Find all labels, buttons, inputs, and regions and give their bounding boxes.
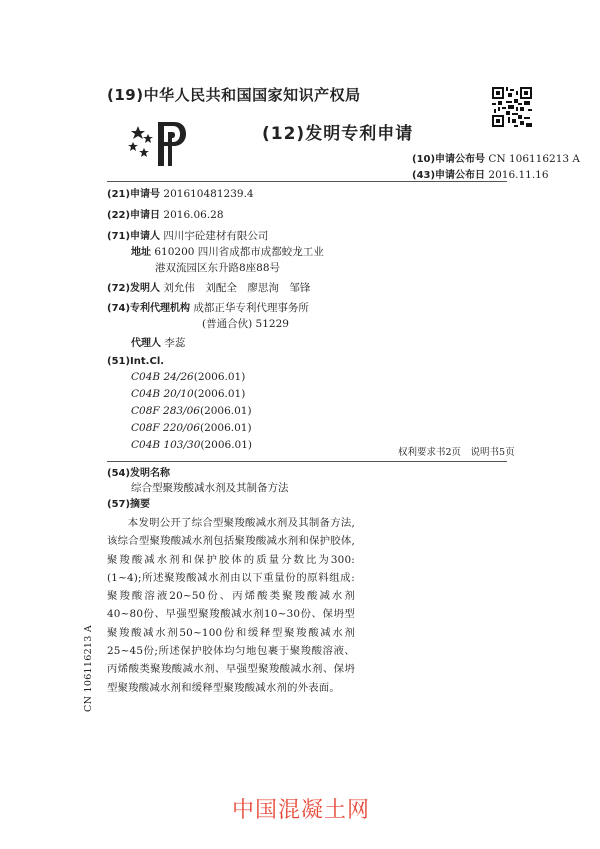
- publication-number-label: (10)申请公布号: [412, 154, 486, 165]
- intcl-code: C04B 103/30: [131, 439, 201, 451]
- publication-date: 2016.11.16: [488, 169, 549, 181]
- application-date-row: [107, 208, 224, 223]
- address-label: 地址: [131, 247, 151, 258]
- intcl-item: [131, 404, 252, 421]
- application-number: 201610481239.4: [163, 188, 254, 200]
- header-divider: [107, 181, 507, 182]
- intcl-item: [131, 370, 252, 387]
- intcl-version: (2006.01): [199, 422, 252, 434]
- intcl-item: [131, 421, 252, 438]
- publication-date-row: [412, 166, 549, 181]
- sidebar-publication-number: CN 106116213 A: [83, 624, 94, 712]
- agent-row: [131, 336, 185, 351]
- document-type-title: (12)发明专利申请: [262, 124, 414, 144]
- qr-code-icon: [492, 87, 532, 127]
- intcl-heading: (51)Int.Cl.: [107, 356, 165, 367]
- agent-name: 李蕊: [164, 337, 186, 349]
- inventor-names: 刘允伟 刘配全 廖思洵 邹锋: [163, 282, 311, 294]
- agency-row: [107, 301, 309, 316]
- cnipa-logo-icon: [128, 118, 192, 168]
- application-date: 2016.06.28: [163, 209, 224, 221]
- page-count: 权利要求书2页 说明书5页: [398, 447, 515, 458]
- intcl-list: [131, 370, 252, 455]
- application-number-row: [107, 187, 254, 202]
- applicant-row: [107, 229, 268, 244]
- publication-date-label: (43)申请公布日: [412, 170, 486, 181]
- agency-label: (74)专利代理机构: [107, 303, 191, 314]
- application-date-label: (22)申请日: [107, 210, 161, 221]
- address-row: [131, 245, 324, 260]
- applicant-name: 四川宇砼建材有限公司: [163, 230, 269, 242]
- inventors-row: [107, 281, 310, 296]
- intcl-version: (2006.01): [200, 439, 253, 451]
- intcl-code: C08F 283/06: [131, 405, 200, 417]
- intcl-version: (2006.01): [193, 371, 246, 383]
- intcl-item: [131, 438, 252, 455]
- office-title: (19)中华人民共和国国家知识产权局: [107, 86, 361, 104]
- watermark-text: 中国混凝土网: [232, 798, 371, 823]
- agency-line-2: (普通合伙) 51229: [202, 318, 289, 330]
- title-heading: (54)发明名称: [107, 468, 171, 479]
- publication-number: CN 106116213 A: [488, 153, 581, 165]
- agency-name: 成都正华专利代理事务所: [193, 302, 309, 314]
- intcl-code: C04B 20/10: [131, 388, 194, 400]
- inventors-label: (72)发明人: [107, 283, 161, 294]
- applicant-label: (71)申请人: [107, 231, 161, 242]
- intcl-version: (2006.01): [199, 405, 252, 417]
- address-line-2: 港双流园区东升路8座88号: [155, 262, 281, 274]
- invention-title: 综合型聚羧酸减水剂及其制备方法: [131, 482, 289, 494]
- publication-number-row: [412, 150, 580, 165]
- intcl-label: [107, 354, 164, 369]
- invention-title-label: [107, 466, 170, 481]
- intcl-item: [131, 387, 252, 404]
- application-number-label: (21)申请号: [107, 189, 161, 200]
- abstract-divider: [107, 461, 507, 462]
- intcl-code: C04B 24/26: [131, 371, 194, 383]
- abstract-label: [107, 497, 150, 512]
- abstract-body: 本发明公开了综合型聚羧酸减水剂及其制备方法,该综合型聚羧酸减水剂包括聚羧酸减水剂和保护胶体,聚羧酸减水剂和保护胶体的质量分数比为300:(1~4);所述聚羧酸减水剂由以下重量份的原料组成:聚羧酸溶液20~50份、丙烯酸类聚羧酸减水剂40~80份、早强型聚羧酸减水剂10~30份、保坍型聚羧酸减水剂50~100份和缓释型聚羧酸减水剂25~45份;所述保护胶体均匀地包裹于聚羧酸溶液、丙烯酸类聚羧酸减水剂、早强型聚羧酸减水剂、保坍型聚羧酸减水剂和缓释型聚羧酸减水剂的外表面。: [107, 517, 355, 694]
- abstract-heading: (57)摘要: [107, 499, 151, 510]
- address-line-1: 610200 四川省成都市成都蛟龙工业: [154, 246, 324, 258]
- agent-label: 代理人: [131, 338, 161, 349]
- intcl-version: (2006.01): [193, 388, 246, 400]
- intcl-code: C08F 220/06: [131, 422, 200, 434]
